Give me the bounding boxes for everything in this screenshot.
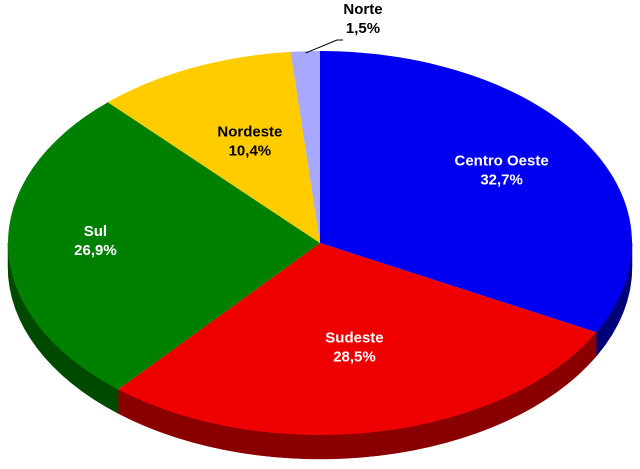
slice-label-norte: Norte: [343, 1, 383, 18]
slice-value-sudeste: 28,5%: [333, 348, 376, 366]
slice-label-sul: Sul: [83, 223, 108, 241]
slice-value-centro-oeste: 32,7%: [480, 171, 523, 189]
slice-label-centro-oeste: Centro Oeste: [454, 152, 549, 170]
slice-value-norte: 1,5%: [345, 20, 381, 37]
slice-label-sudeste: Sudeste: [325, 329, 384, 347]
slice-value-nordeste: 10,4%: [228, 142, 272, 160]
slice-label-nordeste: Nordeste: [217, 123, 283, 141]
slice-value-sul: 26,9%: [74, 242, 117, 260]
